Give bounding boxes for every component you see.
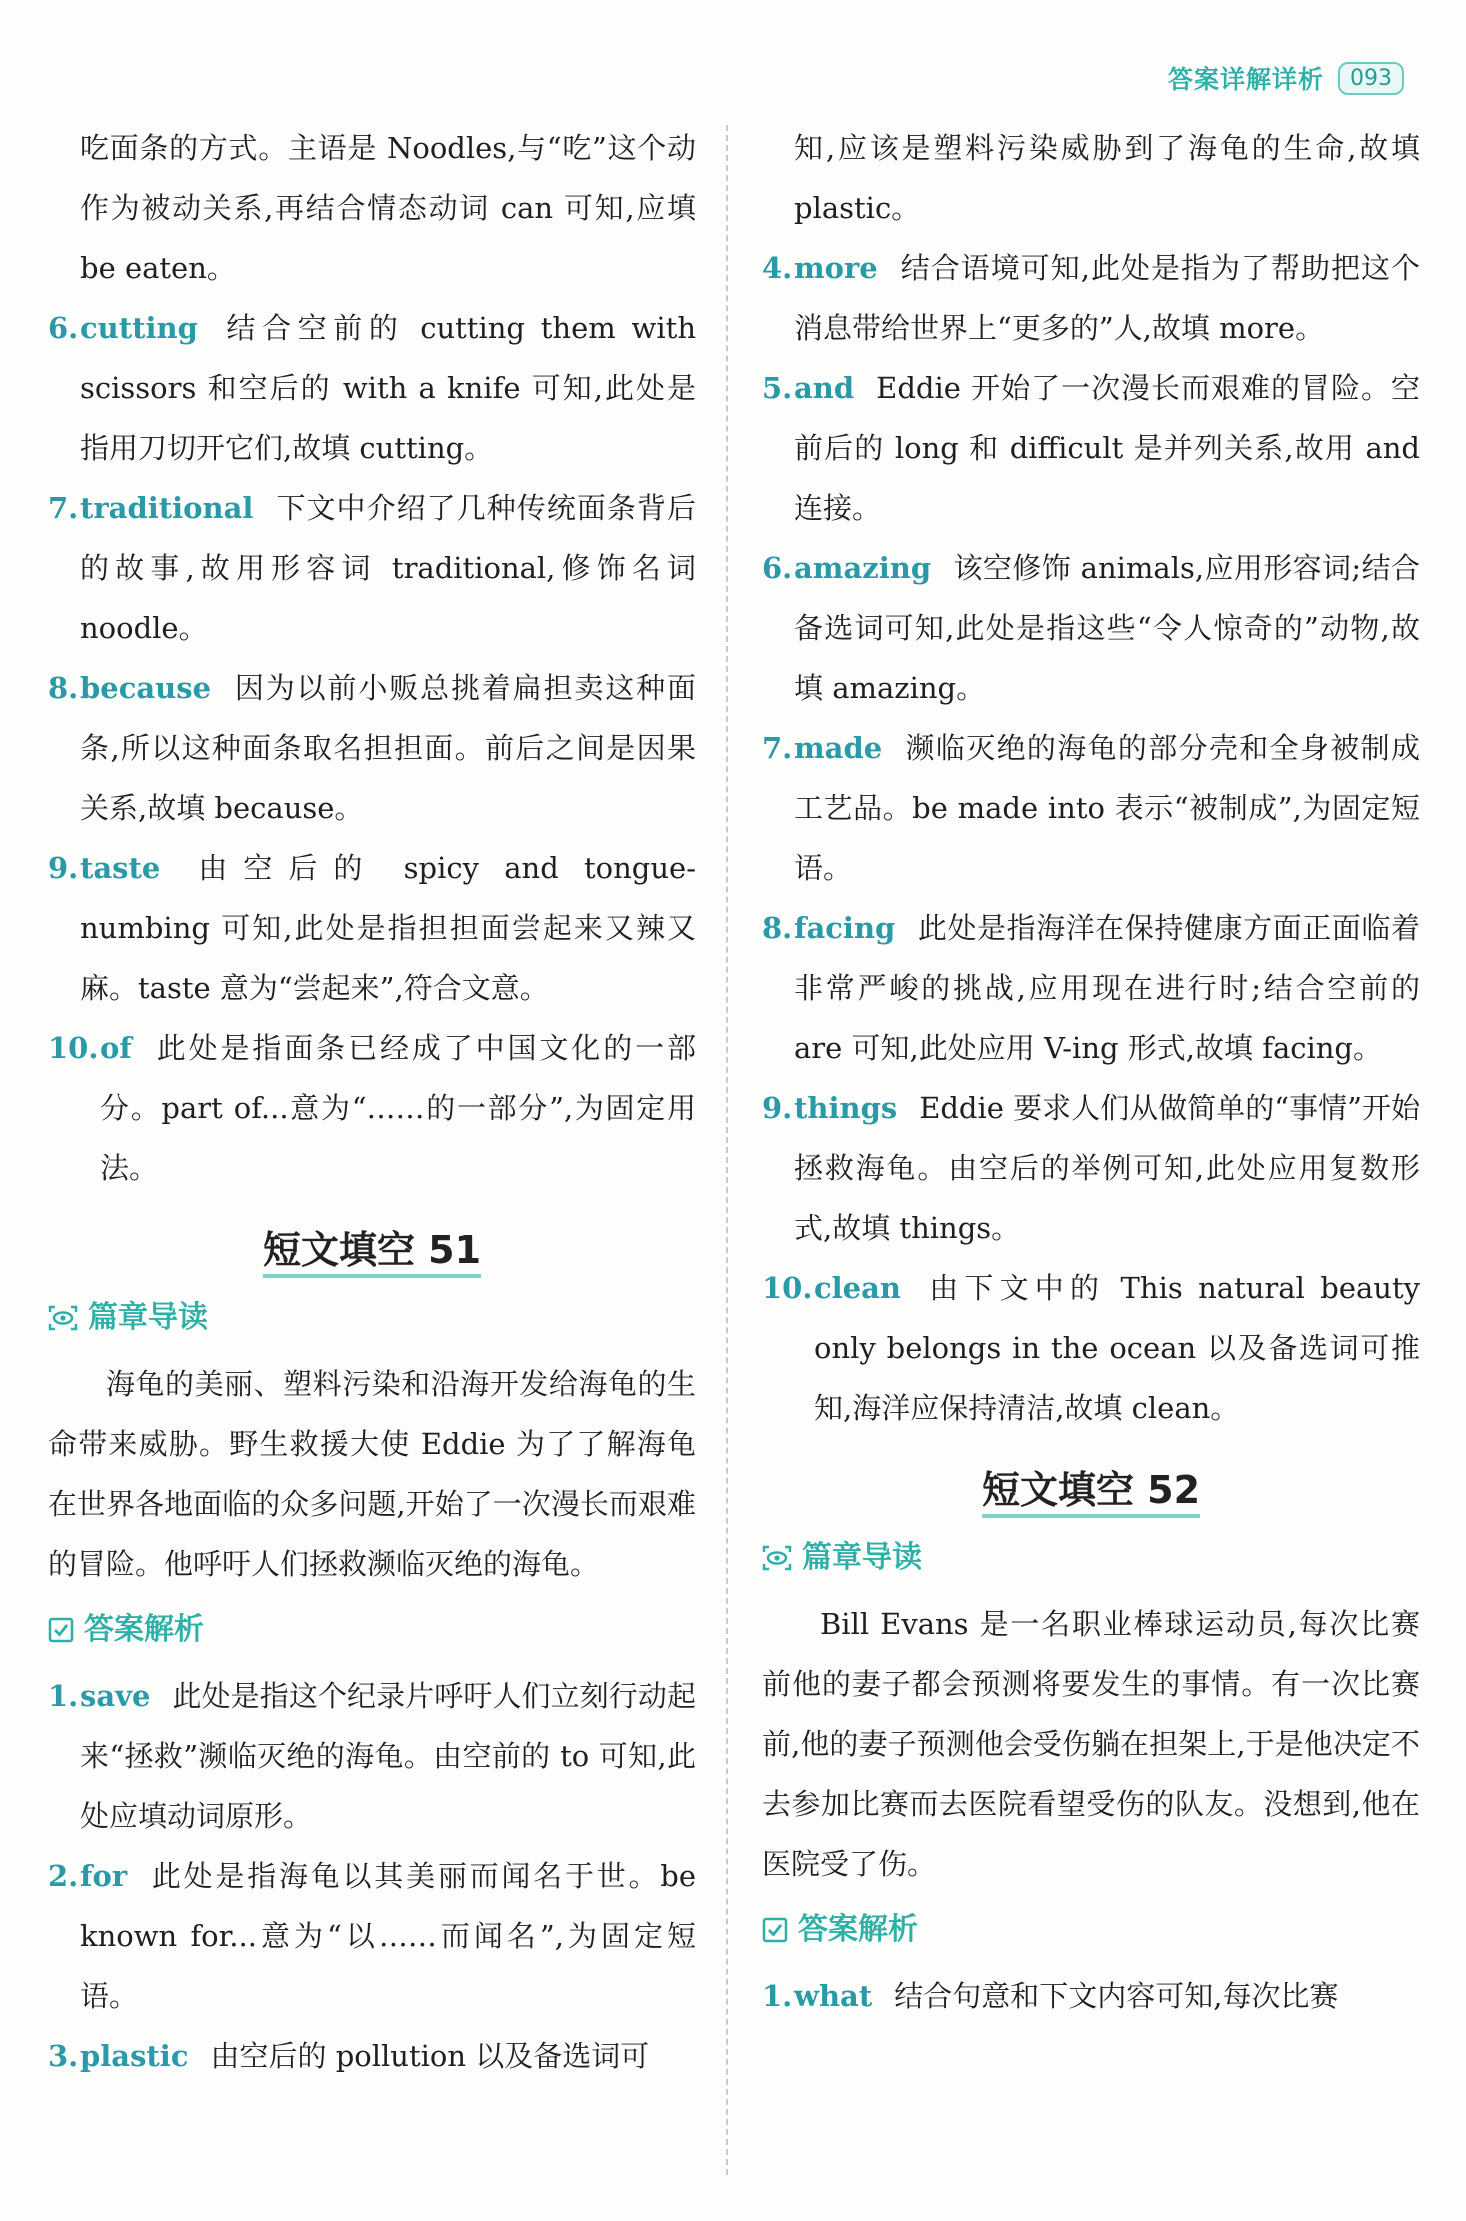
item-body	[80, 2026, 696, 2086]
item-number: 3.	[48, 2039, 79, 2073]
item-explanation: 由下文中的 This natural beauty only belongs in the ocean 以及备选词可推知,海洋应保持清洁,故填 clean。	[814, 1271, 1420, 1425]
item-body	[100, 1018, 696, 1198]
item-answer: what	[794, 1979, 873, 2013]
item-explanation: 此处是指面条已经成了中国文化的一部分。part of...意为“……的一部分”,为固定用法。	[100, 1031, 696, 1185]
guide-text: 海龟的美丽、塑料污染和沿海开发给海龟的生命带来威胁。野生救援大使 Eddie 为了了解海龟在世界各地面临的众多问题,开始了一次漫长而艰难的冒险。他呼吁人们拯救濒临灭绝的海龟。	[48, 1367, 696, 1581]
continued-text: 知,应该是塑料污染威胁到了海龟的生命,故填 plastic。	[794, 131, 1420, 225]
item-number: 6.	[48, 311, 79, 345]
item-body	[794, 1078, 1420, 1258]
item-answer: of	[100, 1031, 132, 1065]
checkbox-icon	[762, 1917, 788, 1943]
item-explanation: 由空后的 pollution 以及备选词可	[210, 2039, 650, 2073]
item-answer: taste	[80, 851, 161, 885]
guide-heading	[48, 1288, 696, 1348]
item-answer: clean	[814, 1271, 901, 1305]
item-body	[794, 718, 1420, 898]
item-answer: and	[794, 371, 855, 405]
item-answer: traditional	[80, 491, 254, 525]
page-number: 093	[1338, 62, 1404, 95]
item-answer: things	[794, 1091, 898, 1125]
item-number: 1.	[762, 1979, 793, 2013]
answer-item	[762, 898, 1420, 1078]
item-number: 8.	[762, 911, 793, 945]
item-number: 10.	[762, 1271, 813, 1305]
answer-list	[762, 1966, 1420, 2026]
answer-item	[762, 718, 1420, 898]
answer-list	[762, 238, 1420, 1438]
item-body	[80, 658, 696, 838]
page-header	[1168, 60, 1404, 96]
item-body	[80, 838, 696, 1018]
answer-item	[48, 838, 696, 1018]
item-explanation: Eddie 开始了一次漫长而艰难的冒险。空前后的 long 和 difficult 是并列关系,故用 and 连接。	[794, 371, 1420, 525]
section-title-text: 短文填空 51	[263, 1228, 481, 1278]
item-explanation: Eddie 要求人们从做简单的“事情”开始拯救海龟。由空后的举例可知,此处应用复数形式,故填 things。	[794, 1091, 1420, 1245]
item-number: 6.	[762, 551, 793, 585]
item-number: 10.	[48, 1031, 99, 1065]
header-title: 答案详解详析	[1167, 65, 1324, 94]
answer-item	[762, 538, 1420, 718]
answer-item	[48, 478, 696, 658]
answer-list	[48, 298, 696, 1198]
column-divider	[726, 125, 728, 2175]
answer-item	[762, 358, 1420, 538]
answer-item	[48, 1666, 696, 1846]
item-answer: amazing	[794, 551, 932, 585]
item-number: 5.	[762, 371, 793, 405]
eye-scan-icon	[762, 1545, 792, 1571]
item-body	[80, 1666, 696, 1846]
item-explanation: 结合句意和下文内容可知,每次比赛	[894, 1979, 1339, 2013]
item-answer: for	[80, 1859, 128, 1893]
item-explanation: 下文中介绍了几种传统面条背后的故事,故用形容词 traditional,修饰名词 noodle。	[80, 491, 696, 645]
item-body	[794, 1966, 1420, 2026]
item-body	[80, 298, 696, 478]
item-number: 2.	[48, 1859, 79, 1893]
left-column	[48, 118, 696, 2086]
item-number: 7.	[48, 491, 79, 525]
item-number: 7.	[762, 731, 793, 765]
answer-item	[48, 298, 696, 478]
item-answer: more	[794, 251, 878, 285]
answer-item	[762, 1258, 1420, 1438]
item-explanation: 该空修饰 animals,应用形容词;结合备选词可知,此处是指这些“令人惊奇的”动物,故填 amazing。	[794, 551, 1420, 705]
checkbox-icon	[48, 1617, 74, 1643]
answer-item	[762, 1078, 1420, 1258]
item-number: 4.	[762, 251, 793, 285]
answer-heading	[762, 1900, 1420, 1960]
item-number: 9.	[48, 851, 79, 885]
item-body	[794, 238, 1420, 358]
item-answer: cutting	[80, 311, 198, 345]
item-explanation: 此处是指这个纪录片呼吁人们立刻行动起来“拯救”濒临灭绝的海龟。由空前的 to 可知,此处应填动词原形。	[80, 1679, 696, 1833]
section-title	[762, 1460, 1420, 1520]
answer-item	[48, 1846, 696, 2026]
answer-label: 答案解析	[798, 1912, 918, 1947]
item-number: 8.	[48, 671, 79, 705]
right-column	[762, 118, 1420, 2026]
guide-heading	[762, 1528, 1420, 1588]
item-explanation: 此处是指海洋在保持健康方面正面临着非常严峻的挑战,应用现在进行时;结合空前的 are 可知,此处应用 V-ing 形式,故填 facing。	[794, 911, 1420, 1065]
item-answer: plastic	[80, 2039, 189, 2073]
item-body	[814, 1258, 1420, 1438]
item-number: 1.	[48, 1679, 79, 1713]
item-explanation: 此处是指海龟以其美丽而闻名于世。be known for...意为“以……而闻名”,为固定短语。	[80, 1859, 696, 2013]
answer-label: 答案解析	[84, 1612, 204, 1647]
guide-label: 篇章导读	[88, 1300, 208, 1335]
item-answer: because	[80, 671, 212, 705]
item-body	[80, 1846, 696, 2026]
answer-list	[48, 1666, 696, 2086]
item-answer: made	[794, 731, 883, 765]
section-title-text: 短文填空 52	[982, 1468, 1200, 1518]
item-body	[794, 358, 1420, 538]
item-explanation: 因为以前小贩总挑着扁担卖这种面条,所以这种面条取名担担面。前后之间是因果关系,故填 because。	[80, 671, 696, 825]
item-explanation: 濒临灭绝的海龟的部分壳和全身被制成工艺品。be made into 表示“被制成”,为固定短语。	[794, 731, 1420, 885]
answer-item	[48, 2026, 696, 2086]
section-title	[48, 1220, 696, 1280]
answer-heading	[48, 1600, 696, 1660]
item-explanation: 结合空前的 cutting them with scissors 和空后的 with a knife 可知,此处是指用刀切开它们,故填 cutting。	[80, 311, 696, 465]
item-body	[794, 538, 1420, 718]
item-answer: save	[80, 1679, 151, 1713]
answer-item	[762, 238, 1420, 358]
answer-item	[48, 1018, 696, 1198]
eye-scan-icon	[48, 1305, 78, 1331]
item-number: 9.	[762, 1091, 793, 1125]
continued-text: 吃面条的方式。主语是 Noodles,与“吃”这个动作为被动关系,再结合情态动词 can 可知,应填 be eaten。	[80, 131, 696, 285]
answer-item	[762, 1966, 1420, 2026]
item-body	[794, 898, 1420, 1078]
item-explanation: 结合语境可知,此处是指为了帮助把这个消息带给世界上“更多的”人,故填 more。	[794, 251, 1420, 345]
answer-item	[48, 658, 696, 838]
item-explanation: 由空后的 spicy and tongue-numbing 可知,此处是指担担面尝起来又辣又麻。taste 意为“尝起来”,符合文意。	[80, 851, 696, 1005]
guide-label: 篇章导读	[802, 1540, 922, 1575]
item-answer: facing	[794, 911, 896, 945]
item-body	[80, 478, 696, 658]
guide-text: Bill Evans 是一名职业棒球运动员,每次比赛前他的妻子都会预测将要发生的事情。有一次比赛前,他的妻子预测他会受伤躺在担架上,于是他决定不去参加比赛而去医院看望受伤的队友。没想到,他在医院受了伤。	[762, 1607, 1420, 1881]
